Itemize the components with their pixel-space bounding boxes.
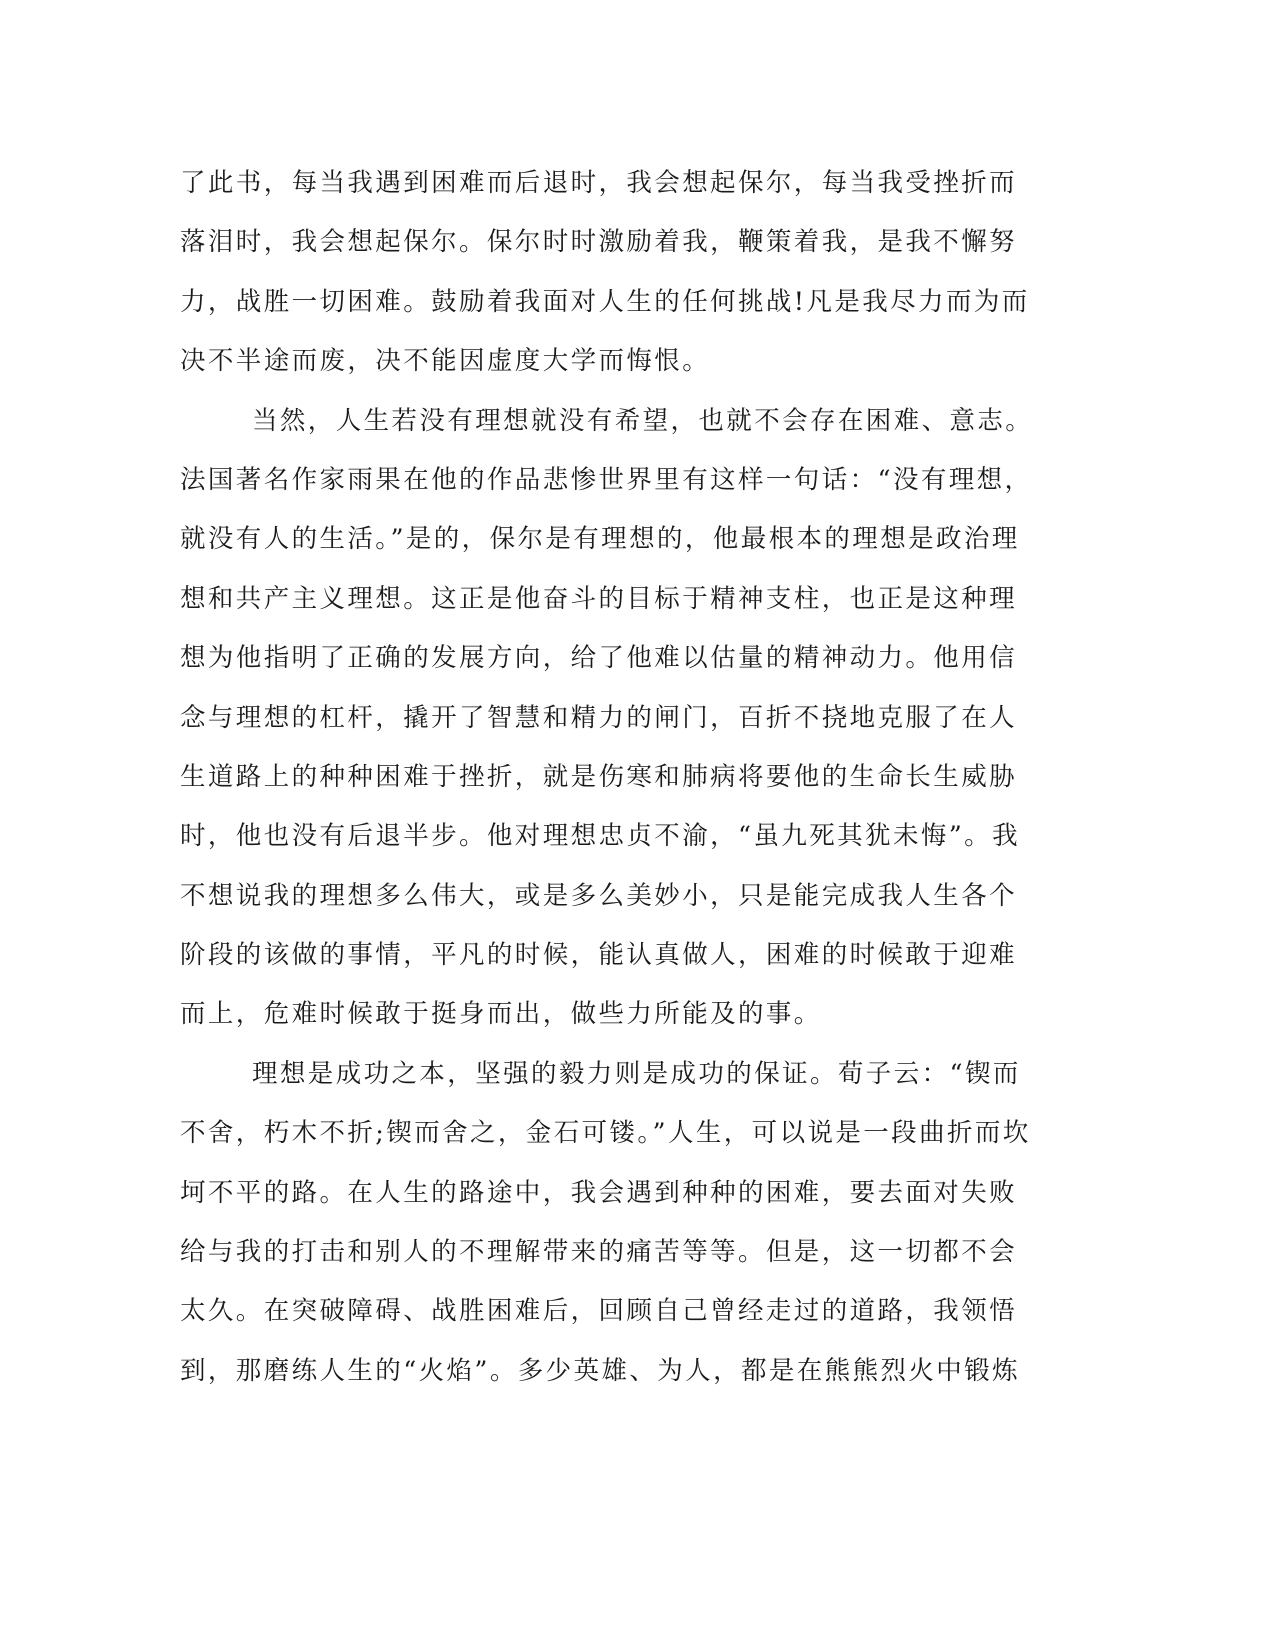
text-line: 法国著名作家雨果在他的作品悲惨世界里有这样一句话：“没有理想，: [180, 464, 1033, 495]
text-line: 时，他也没有后退半步。他对理想忠贞不渝，“虽九死其犹未悔”。我: [180, 821, 1020, 852]
text-line: 坷不平的路。在人生的路途中，我会遇到种种的困难，要去面对失败: [180, 1177, 1018, 1208]
text-line: 而上，危难时候敢于挺身而出，做些力所能及的事。: [180, 999, 822, 1030]
text-line: 想为他指明了正确的发展方向，给了他难以估量的精神动力。他用信: [180, 643, 1018, 674]
text-line: 决不半途而废，决不能因虚度大学而悔恨。: [180, 346, 711, 377]
text-line: 生道路上的种种困难于挫折，就是伤寒和肺病将要他的生命长生威胁: [180, 761, 1018, 792]
text-line: 就没有人的生活。”是的，保尔是有理想的，他最根本的理想是政治理: [180, 524, 1020, 555]
text-line: 念与理想的杠杆，撬开了智慧和精力的闸门，百折不挠地克服了在人: [180, 702, 1018, 733]
paragraph-first-line: 当然，人生若没有理想就没有希望，也就不会存在困难、意志。: [252, 405, 1034, 436]
text-line: 太久。在突破障碍、战胜困难后，回顾自己曾经走过的道路，我领悟: [180, 1296, 1018, 1327]
text-line: 到，那磨练人生的“火焰”。多少英雄、为人，都是在熊熊烈火中锻炼: [180, 1355, 1020, 1386]
text-line: 想和共产主义理想。这正是他奋斗的目标于精神支柱，也正是这种理: [180, 583, 1018, 614]
text-line: 不想说我的理想多么伟大，或是多么美妙小，只是能完成我人生各个: [180, 880, 1018, 911]
paragraph-first-line: 理想是成功之本，坚强的毅力则是成功的保证。荀子云：“锲而: [252, 1058, 1021, 1089]
text-line: 力，战胜一切困难。鼓励着我面对人生的任何挑战!凡是我尽力而为而: [180, 286, 1030, 317]
text-line: 落泪时，我会想起保尔。保尔时时激励着我，鞭策着我，是我不懈努: [180, 227, 1018, 258]
text-line: 给与我的打击和别人的不理解带来的痛苦等等。但是，这一切都不会: [180, 1237, 1018, 1268]
body-text: [180, 160, 1060, 1407]
text-line: 阶段的该做的事情，平凡的时候，能认真做人，困难的时候敢于迎难: [180, 940, 1018, 971]
text-line: 了此书，每当我遇到困难而后退时，我会想起保尔，每当我受挫折而: [180, 168, 1018, 198]
text-line: 不舍，朽木不折;锲而舍之，金石可镂。”人生，可以说是一段曲折而坎: [180, 1118, 1031, 1149]
